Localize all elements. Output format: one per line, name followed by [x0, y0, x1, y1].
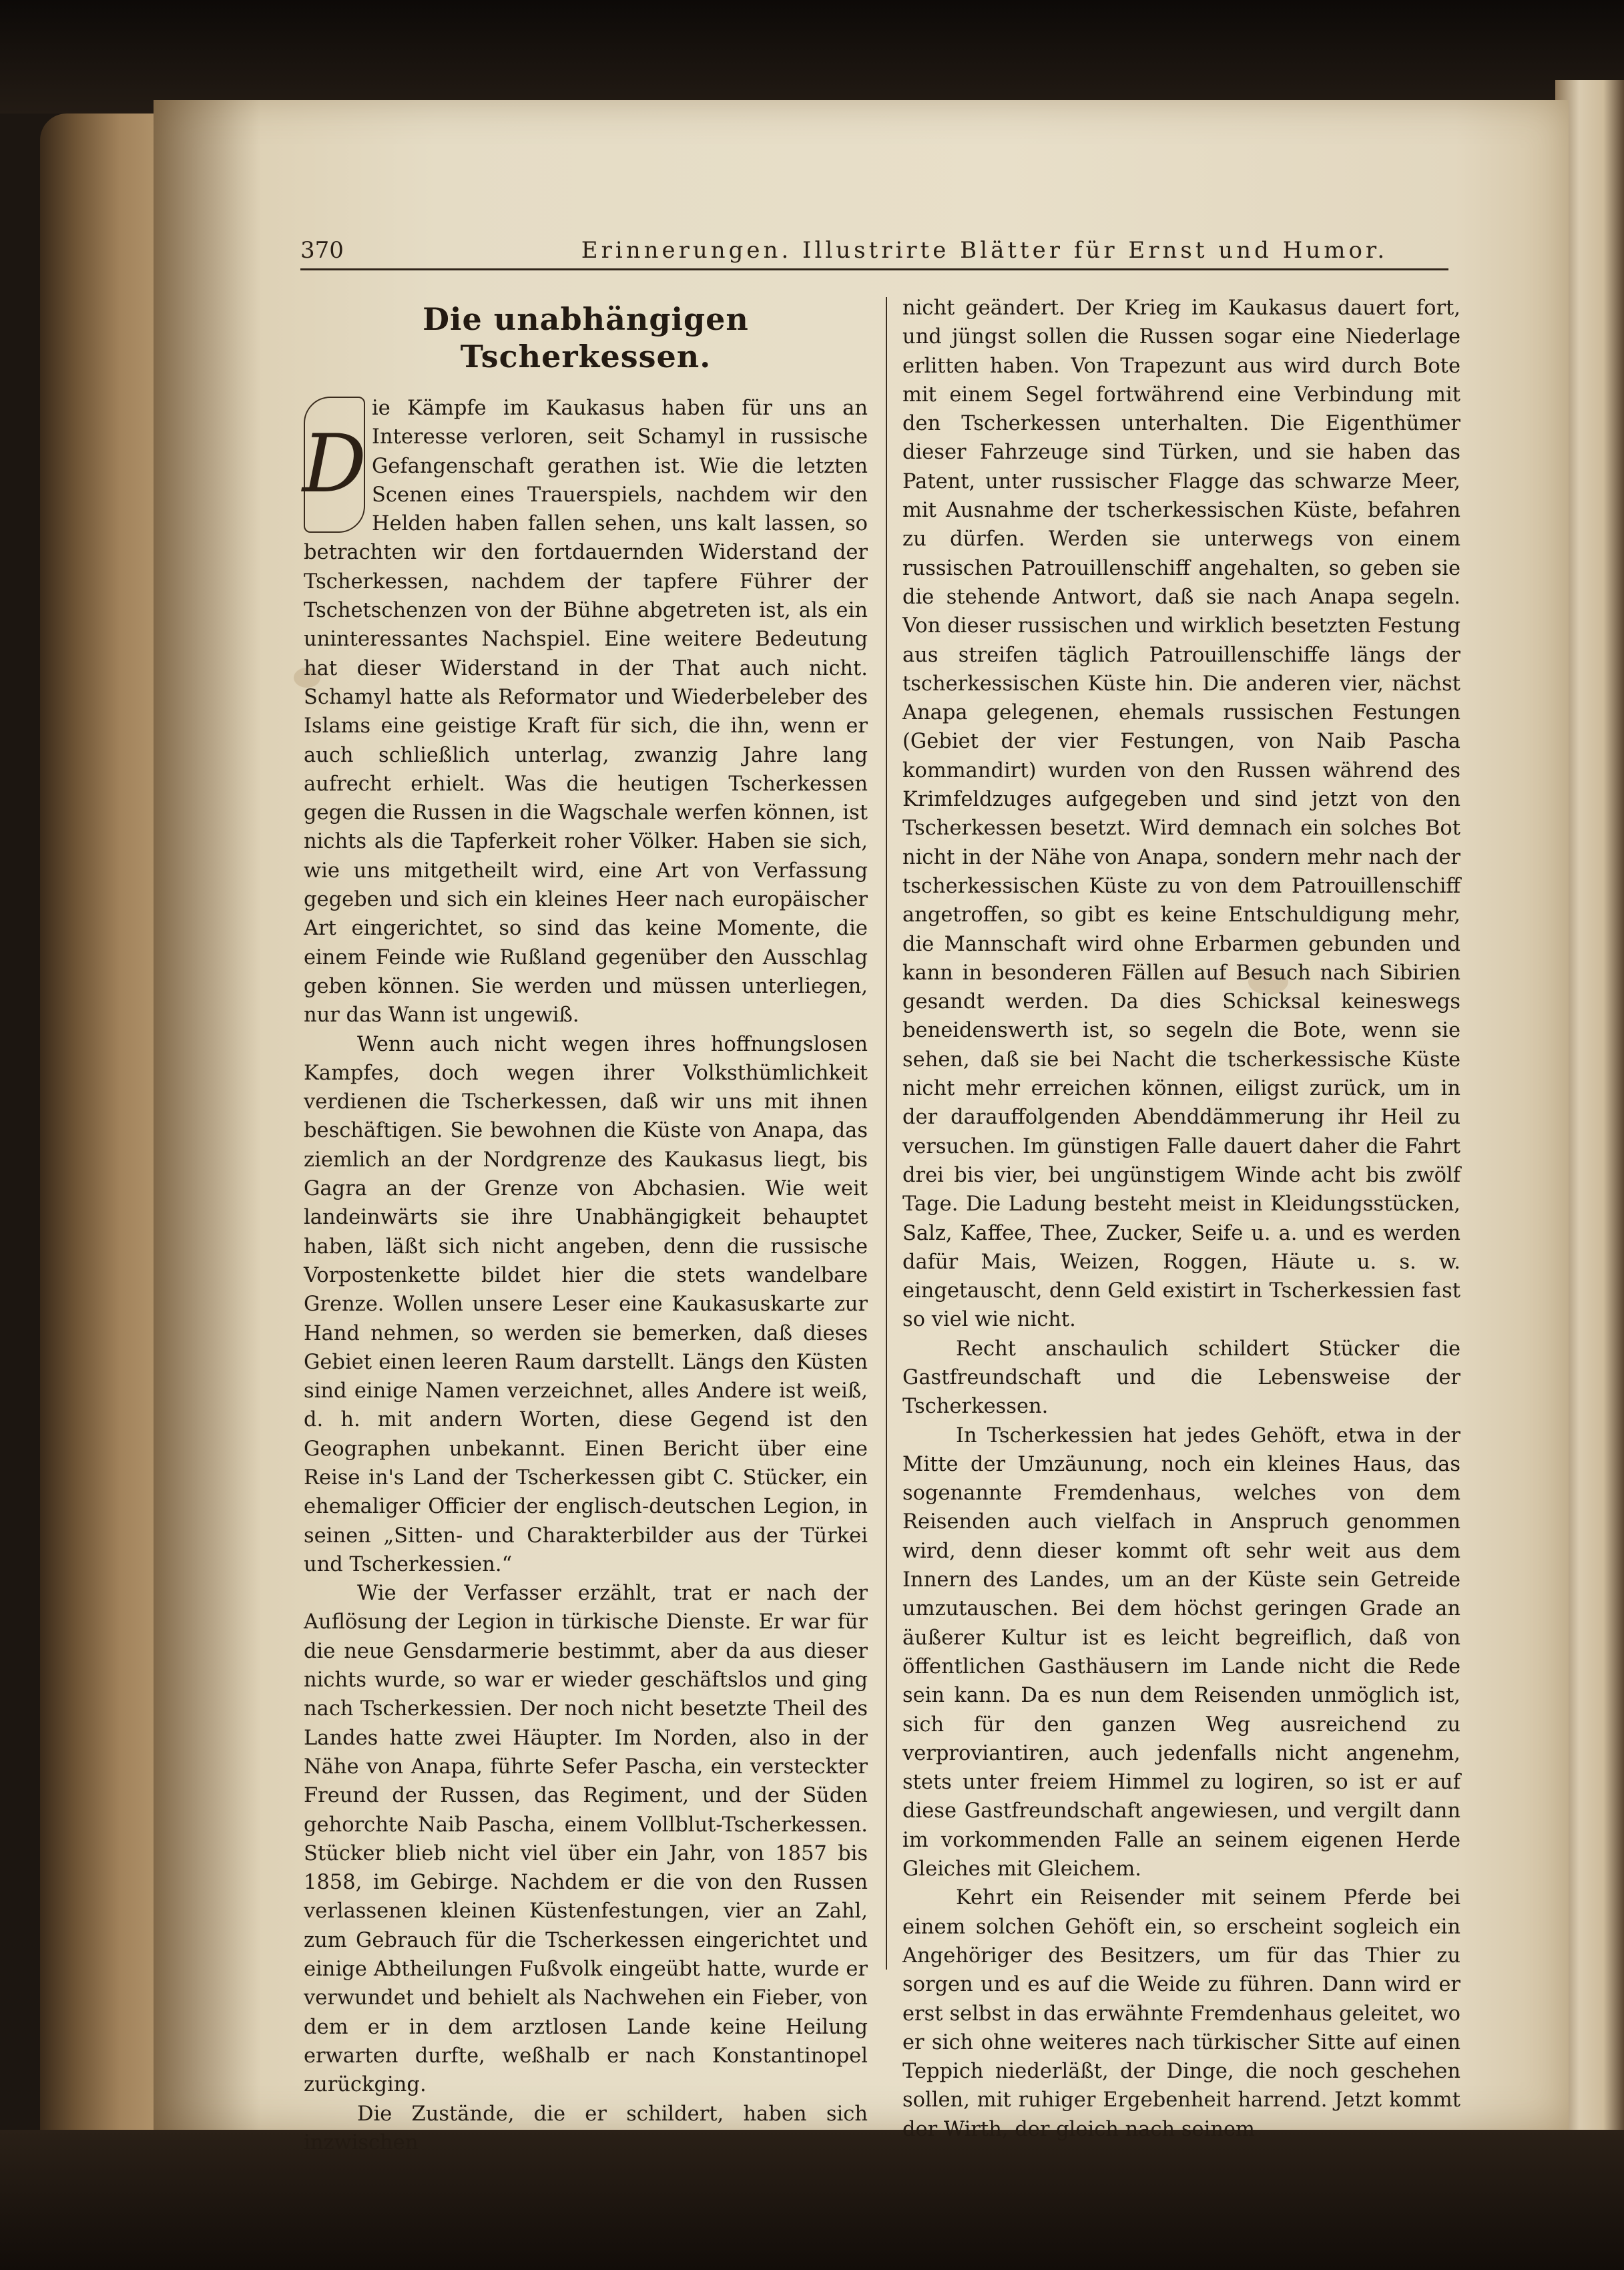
page-number: 370 — [300, 237, 344, 264]
header-rule — [300, 268, 1448, 270]
article-paragraph: Wenn auch nicht wegen ihres hoffnungslosen Kampfes, doch wegen ihrer Volksthümlichkeit verdienen die Tscherkessen, daß wir uns mit ihnen beschäftigen. Sie bewohnen die Küste von Anapa, das ziemlich an der Nordgrenze des Kaukasus liegt, bis Gagra an der Grenze von Abchasien. Wie weit landeinwärts sie ihre Unabhängigkeit behauptet haben, läßt sich nicht angeben, denn die russische Vorpostenkette bildet hier die stets wandelbare Grenze. Wollen unsere Leser eine Kaukasuskarte zur Hand nehmen, so werden sie bemerken, daß dieses Gebiet einen leeren Raum darstellt. Längs den Küsten sind einige Namen verzeichnet, alles Andere ist weiß, d. h. mit andern Worten, diese Gegend ist den Geographen unbekannt. Einen Bericht über eine Reise in's Land der Tscherkessen gibt C. Stücker, ein ehemaliger Officier der englisch-deutschen Legion, in seinen „Sitten- und Charakterbilder aus der Türkei und Tscherkessien.“ — [304, 1032, 868, 1576]
article-paragraph: Kehrt ein Reisender mit seinem Pferde bei einem solchen Gehöft ein, so erscheint sogleich ein Angehöriger des Besitzers, um für das Thier zu sorgen und es auf die Weide zu führen. Dann wird er erst selbst in das erwähnte Fremdenhaus geleitet, wo er sich ohne weiteres nach türkischer Sitte auf einen Teppich niederläßt, der Dinge, die noch geschehen sollen, mit ruhiger Ergebenheit harrend. Jetzt kommt der Wirth, der gleich nach seinem — [902, 1886, 1460, 2141]
article-paragraph: nicht geändert. Der Krieg im Kaukasus dauert fort, und jüngst sollen die Russen sogar eine Niederlage erlitten haben. Von Trapezunt aus wird durch Bote mit einem Segel fortwährend eine Verbindung mit den Tscherkessen unterhalten. Die Eigenthümer dieser Fahrzeuge sind Türken, und sie haben das Patent, unter russischer Flagge das schwarze Meer, mit Ausnahme der tscherkessischen Küste, befahren zu dürfen. Werden sie unterwegs von einem russischen Patrouillenschiff angehalten, so geben sie die stehende Antwort, daß sie nach Anapa segeln. Von dieser russischen und wirklich besetzten Festung aus streifen täglich Patrouillenschiffe längs der tscherkessischen Küste hin. Die anderen vier, nächst Anapa gelegenen, ehemals russischen Festungen (Gebiet der vier Festungen, von Naib Pascha kommandirt) wurden von den Russen während des Krimfeldzuges aufgegeben und sind jetzt von den Tscherkessen besetzt. Wird demnach ein solches Bot nicht in der Nähe von Anapa, sondern mehr nach der tscherkessischen Küste zu von dem Patrouillenschiff angetroffen, so gibt es keine Entschuldigung mehr, die Mannschaft wird ohne Erbarmen gebunden und kann in besonderen Fällen auf Besuch nach Sibirien gesandt werden. Da dies Schicksal keineswegs beneidenswerth ist, so segeln die Bote, wenn sie sehen, daß sie bei Nacht die tscherkessische Küste nicht mehr erreichen können, eiligst zurück, um in der darauffolgenden Abenddämmerung ihr Heil zu versuchen. Im günstigen Falle dauert daher die Fahrt drei bis vier, bei ungünstigem Winde acht bis zwölf Tage. Die Ladung besteht meist in Kleidungsstücken, Salz, Kaffee, Thee, Zucker, Seife u. a. und es werden dafür Mais, Weizen, Roggen, Häute u. s. w. eingetauscht, denn Geld existirt in Tscherkessien fast so viel wie nicht. — [902, 296, 1460, 1332]
drop-cap: D — [304, 397, 365, 533]
running-header — [300, 237, 1448, 270]
left-column — [304, 294, 868, 2157]
column-divider — [886, 297, 887, 1970]
running-title: Erinnerungen. Illustrirte Blätter für Ernst und Humor. — [581, 237, 1388, 264]
paragraph-text: ie Kämpfe im Kaukasus haben für uns an Interesse verloren, seit Schamyl in russische Gefangenschaft gerathen ist. Wie die letzten Scenen eines Trauerspiels, nachdem wir den Helden haben fallen sehen, uns kalt lassen, so betrachten wir den fortdauernden Widerstand der Tscherkessen, nachdem der tapfere Führer der Tschetschenzen von der Bühne abgetreten ist, als ein uninteressantes Nachspiel. Eine weitere Bedeutung hat dieser Widerstand in der That auch nicht. Schamyl hatte als Reformator und Wiederbeleber des Islams eine geistige Kraft für sich, die ihn, wenn er auch schließlich unterlag, zwanzig Jahre lang aufrecht erhielt. Was die heutigen Tscherkessen gegen die Russen in die Wagschale werfen können, ist nichts als die Tapferkeit roher Völker. Haben sie sich, wie uns mitgetheilt wird, eine Art von Verfassung gegeben und sich ein kleines Heer nach europäischer Art eingerichtet, so sind das keine Momente, die einem Feinde wie Rußland gegenüber den Ausschlag geben können. Sie werden und müssen unterliegen, nur das Wann ist ungewiß. — [304, 397, 868, 1028]
article-paragraph: Die Zustände, die er schildert, haben sich inzwischen — [304, 2102, 868, 2154]
gutter-shadow — [154, 100, 260, 2130]
article-title: Die unabhängigen Tscherkessen. — [423, 301, 749, 375]
article-paragraph: In Tscherkessien hat jedes Gehöft, etwa in der Mitte der Umzäunung, noch ein kleines Haus, das sogenannte Fremdenhaus, welches von dem Reisenden auch vielfach in Anspruch genommen wird, denn dieser kommt oft sehr weit aus dem Innern des Landes, um an der Küste sein Getreide umzutauschen. Bei dem höchst geringen Grade an äußerer Kultur ist es leicht begreiflich, daß von öffentlichen Gasthäusern im Lande nicht die Rede sein kann. Da es nun dem Reisenden unmöglich ist, sich für den ganzen Weg ausreichend zu verproviantiren, auch jedenfalls nicht angenehm, stets unter freiem Himmel zu logiren, so ist er auf diese Gastfreundschaft angewiesen, und vergilt dann im vorkommenden Falle an seinem eigenen Herde Gleiches mit Gleichem. — [902, 1423, 1460, 1881]
article-paragraph: Wie der Verfasser erzählt, trat er nach der Auflösung der Legion in türkische Dienste. Er war für die neue Gensdarmerie bestimmt, aber da aus dieser nichts wurde, so war er wieder geschäftslos und ging nach Tscherkessien. Der noch nicht besetzte Theil des Landes hatte zwei Häupter. Im Norden, also in der Nähe von Anapa, führte Sefer Pascha, ein versteckter Freund der Russen, das Regiment, und der Süden gehorchte Naib Pascha, einem Vollblut-Tscherkessen. Stücker blieb nicht viel über ein Jahr, von 1857 bis 1858, im Gebirge. Nachdem er die von den Russen verlassenen kleinen Küstenfestungen, vier an Zahl, zum Gebrauch für die Tscherkessen eingerichtet und einige Abtheilungen Fußvolk eingeübt hatte, wurde er verwundet und behielt als Nachwehen ein Fieber, von dem er in dem arztlosen Lande keine Heilung erwarten durfte, weßhalb er nach Konstantinopel zurückging. — [304, 1582, 868, 2097]
article-paragraph: Recht anschaulich schildert Stücker die Gastfreundschaft und die Lebensweise der Tscherkessen. — [902, 1337, 1460, 1419]
right-column — [902, 294, 1460, 2144]
article-paragraph — [304, 394, 868, 1030]
background-top — [0, 0, 1624, 114]
